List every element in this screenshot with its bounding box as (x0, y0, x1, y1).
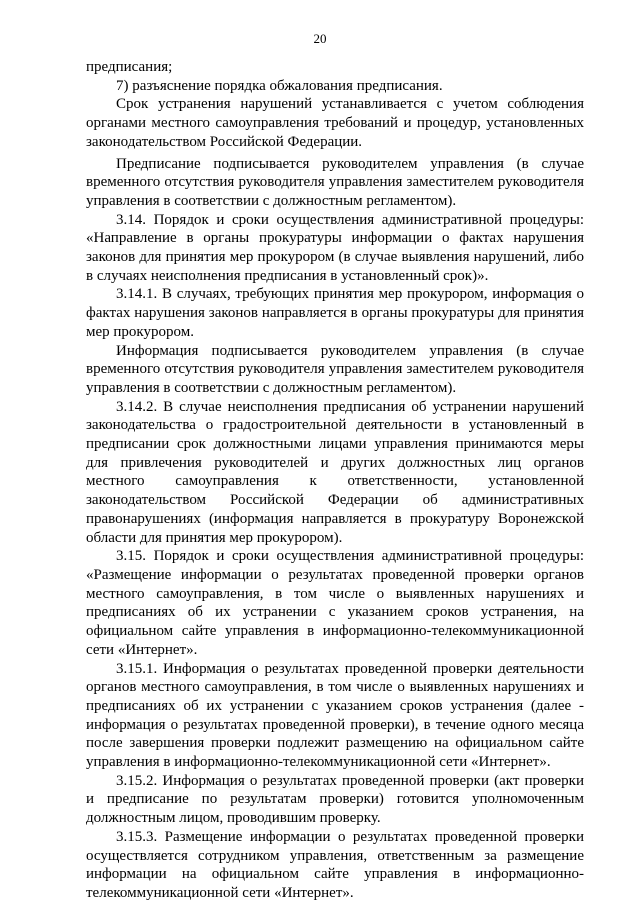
paragraph-5: 3.14. Порядок и сроки осуществления административной процедуры: «Направление в органы прокуратуры информации о фактах нарушения законов для принятия мер прокурором (в случае выявления нарушений, либо в случаях неисполнения предписания в установленный срок)». (86, 211, 584, 284)
document-body (86, 58, 584, 903)
paragraph-12: 3.15.3. Размещение информации о результатах проведенной проверки осуществляется сотрудником управления, ответственным за размещение информации на официальном сайте управления в информационно-телекоммуникационной сети «Интернет». (86, 828, 584, 901)
paragraph-2: 7) разъяснение порядка обжалования предписания. (116, 77, 443, 94)
paragraph-8: 3.14.2. В случае неисполнения предписания об устранении нарушений законодательства о градостроительной деятельности в установленный в предписании срок должностными лицами управления принимаются меры для привлечения руководителей и других должностных лиц органов местного самоуправления к ответственности, установленной законодательством Российской Федерации об административных правонарушениях (информация направляется в прокуратуру Воронежской области для принятия мер прокурором). (86, 398, 584, 546)
paragraph-4: Предписание подписывается руководителем управления (в случае временного отсутствия руководителя управления заместителем руководителя управления в соответствии с должностным регламентом). (86, 155, 584, 209)
paragraph-7: Информация подписывается руководителем управления (в случае временного отсутствия руководителя управления заместителем руководителя управления в соответствии с должностным регламентом). (86, 342, 584, 396)
paragraph-6: 3.14.1. В случаях, требующих принятия мер прокурором, информация о фактах нарушения законов направляется в органы прокуратуры для принятия мер прокурором. (86, 286, 584, 340)
paragraph-11: 3.15.2. Информация о результатах проведенной проверки (акт проверки и предписание по результатам проверки) готовится уполномоченным должностным лицом, проводившим проверку. (86, 772, 584, 827)
page-number: 20 (313, 31, 327, 46)
paragraph-9: 3.15. Порядок и сроки осуществления административной процедуры: «Размещение информации о результатах проведенной проверки органов местного самоуправления, в том числе о выявленных нарушениях и предписаниях об их устранении с указанием сроков устранения, на официальном сайте управления в информационно-телекоммуникационной сети «Интернет». (86, 548, 584, 658)
paragraph-3: Срок устранения нарушений устанавливается с учетом соблюдения органами местного самоуправления требований и процедур, установленных законодательством Российской Федерации. (86, 96, 584, 150)
paragraph-1: предписания; (86, 59, 173, 75)
paragraph-10: 3.15.1. Информация о результатах проведенной проверки деятельности органов местного самоуправления, в том числе о выявленных нарушениях и предписаниях об их устранении с указанием сроков устранения (далее - информация о результатах проведенной проверки), в течение одного месяца после завершения проверки подлежит размещению на официальном сайте управления в информационно-телекоммуникационной сети «Интернет». (86, 660, 584, 771)
